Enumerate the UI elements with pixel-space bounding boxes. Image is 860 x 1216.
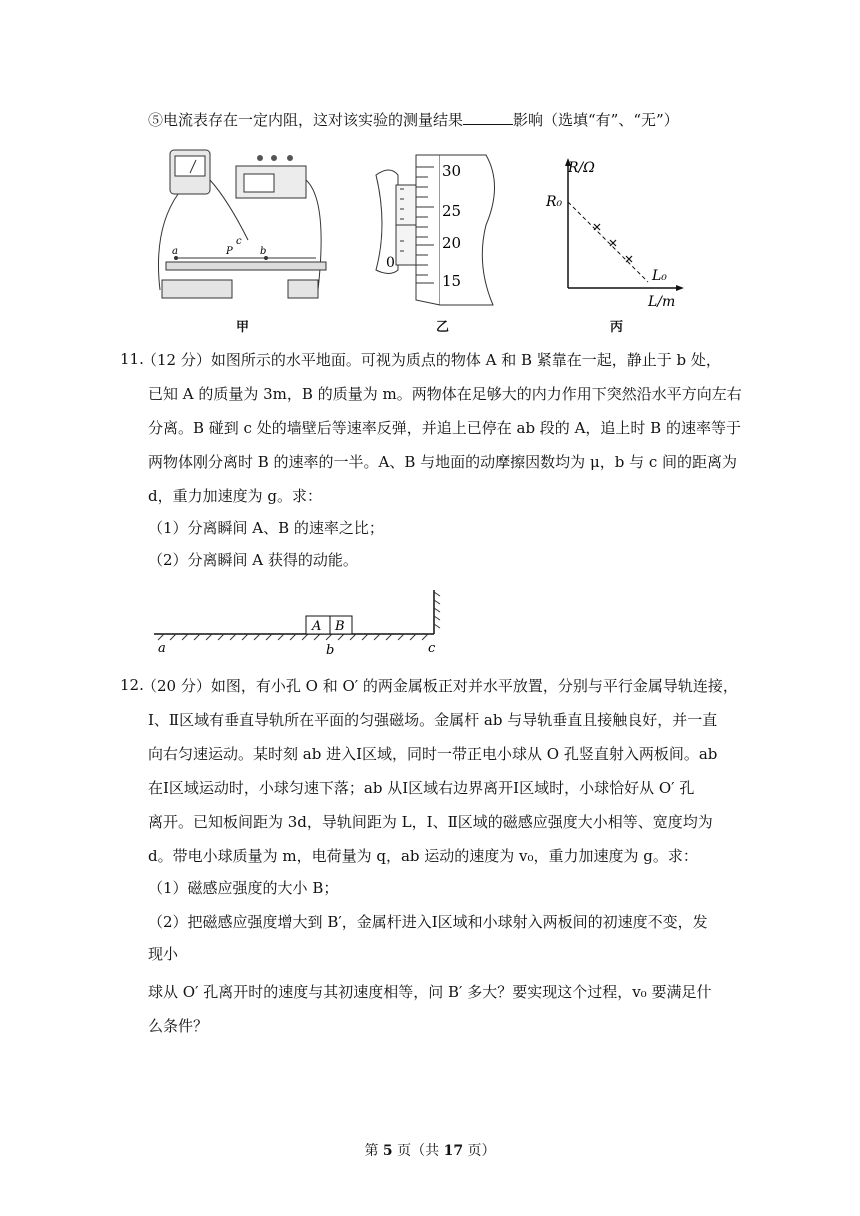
jia-label-a: a — [172, 246, 178, 257]
q10-item5-before: ⑤电流表存在一定内阻，这对该实验的测量结果 — [148, 111, 464, 129]
q12-line-5: 离开。已知板间距为 3d，导轨间距为 L，Ⅰ、Ⅱ区域的磁感应强度大小相等、宽度均为 — [148, 813, 713, 831]
q10-item5 — [148, 110, 748, 130]
q12-sub1: （1）磁感应强度的大小 B； — [148, 879, 339, 897]
figure-jia-circuit — [148, 140, 338, 310]
q11-number: 11. — [120, 350, 144, 368]
q11-block-a-label: A — [312, 619, 322, 634]
bing-r0-label: R₀ — [546, 194, 563, 210]
q11-block-b-label: B — [335, 619, 345, 634]
q11-sub2: （2）分离瞬间 A 获得的动能。 — [148, 551, 358, 569]
yi-zero: 0 — [386, 255, 395, 271]
q10-item5-after: 影响（选填“有”、“无”） — [513, 111, 679, 129]
bing-x-axis-label: L/m — [648, 294, 676, 310]
q11-line-1: （12 分）如图所示的水平地面。可视为质点的物体 A 和 B 紧靠在一起，静止于 b 处， — [142, 351, 721, 369]
figure-yi-caption: 乙 — [436, 320, 450, 335]
q11-line-4: 两物体刚分离时 B 的速率的一半。A、B 与地面的动摩擦因数均为 μ，b 与 c 间的距离为 — [148, 453, 738, 471]
q11-line-5: d，重力加速度为 g。求： — [148, 487, 322, 505]
q11-line-2: 已知 A 的质量为 3m，B 的质量为 m。两物体在足够大的内力作用下突然沿水平方向左右 — [148, 385, 742, 403]
q12-number: 12. — [120, 676, 144, 694]
q12-line-1: （20 分）如图，有小孔 O 和 O′ 的两金属板正对并水平放置，分别与平行金属导轨连接， — [142, 677, 738, 695]
q11-point-a: a — [158, 641, 166, 656]
q12-sub2-a: （2）把磁感应强度增大到 B′，金属杆进入Ⅰ区域和小球射入两板间的初速度不变，发 — [148, 913, 708, 931]
figure-bing-graph — [530, 150, 690, 310]
q11-point-c: c — [428, 641, 436, 656]
jia-label-b: b — [260, 246, 267, 257]
bing-y-axis-label: R/Ω — [568, 160, 595, 176]
q12-sub2-b: 现小 — [148, 945, 179, 963]
jia-label-c: c — [236, 236, 242, 247]
footer-total-pages: 17 — [443, 1143, 464, 1159]
q12-line-2: Ⅰ、Ⅱ区域有垂直导轨所在平面的匀强磁场。金属杆 ab 与导轨垂直且接触良好，并一直 — [148, 711, 718, 729]
q12-line-3: 向右匀速运动。某时刻 ab 进入Ⅰ区域，同时一带正电小球从 O 孔竖直射入两板间。ab — [148, 745, 718, 763]
footer-suffix: 页） — [463, 1143, 496, 1159]
q12-line-4: 在Ⅰ区域运动时，小球匀速下落；ab 从Ⅰ区域右边界离开Ⅰ区域时，小球恰好从 O′ 孔 — [148, 779, 695, 797]
yi-tick-20: 20 — [442, 234, 462, 252]
figure-bing-caption: 丙 — [610, 320, 624, 335]
q12-line-6: d。带电小球质量为 m，电荷量为 q，ab 运动的速度为 v₀，重力加速度为 g。求： — [148, 847, 698, 865]
footer-middle: 页（共 — [392, 1143, 444, 1159]
footer-prefix: 第 — [364, 1143, 383, 1159]
jia-label-p: P — [226, 246, 233, 257]
bing-l0-label: L₀ — [652, 268, 667, 284]
q11-sub1: （1）分离瞬间 A、B 的速率之比； — [148, 519, 384, 537]
q11-figure-ground — [150, 586, 450, 658]
answer-blank[interactable] — [463, 110, 513, 125]
q12-sub2-d: 么条件？ — [148, 1017, 209, 1035]
figure-jia-caption: 甲 — [236, 320, 250, 335]
q11-point-b: b — [326, 643, 335, 658]
yi-tick-25: 25 — [442, 202, 462, 220]
yi-tick-15: 15 — [442, 272, 462, 290]
page-footer — [0, 1140, 860, 1160]
yi-tick-30: 30 — [442, 162, 462, 180]
footer-page-number: 5 — [382, 1143, 393, 1159]
q12-sub2-c: 球从 O′ 孔离开时的速度与其初速度相等，问 B′ 多大？要实现这个过程，v₀ 要满足什 — [148, 983, 712, 1001]
figure-yi-micrometer — [368, 145, 508, 315]
q11-line-3: 分离。B 碰到 c 处的墙壁后等速率反弹，并追上已停在 ab 段的 A，追上时 B 的速率等于 — [148, 419, 741, 437]
